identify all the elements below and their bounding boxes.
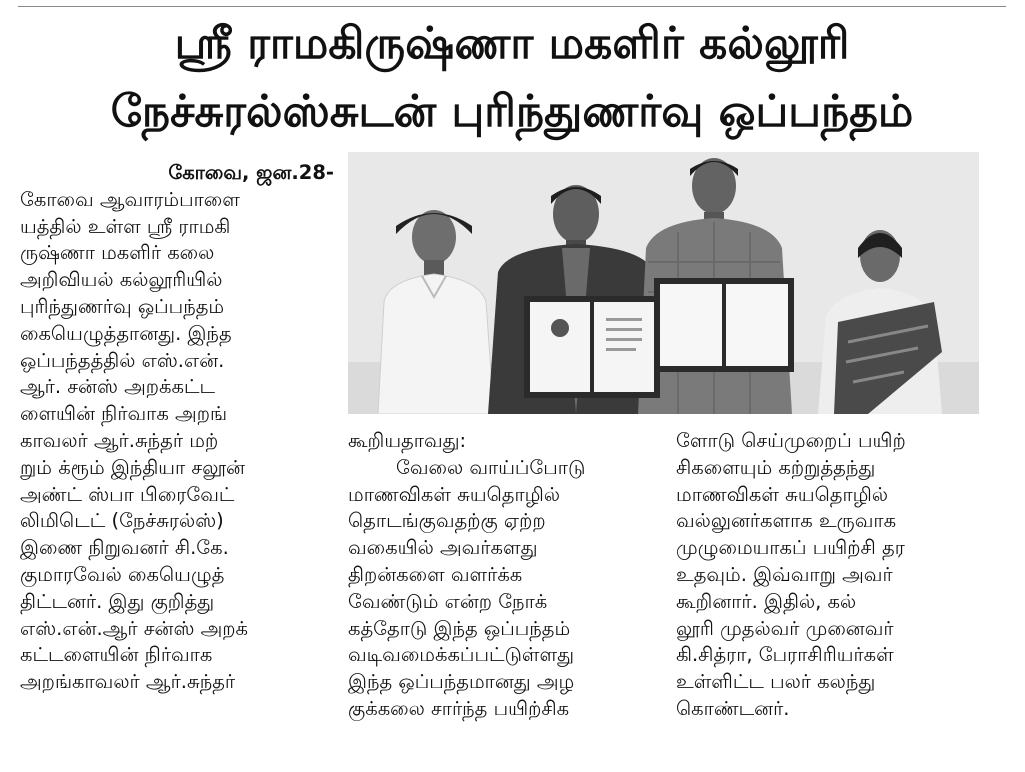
article-line: எஸ்.என்.ஆர் சன்ஸ் அறக் — [20, 616, 249, 640]
article-column-1 — [20, 160, 338, 696]
headline-line-1: ஸ்ரீ ராமகிருஷ்ணா மகளிர் கல்லூரி — [174, 18, 850, 69]
article-line: உள்ளிட்ட பலர் கலந்து — [676, 670, 876, 694]
dateline: கோவை, ஜன.28- — [168, 161, 334, 184]
article-line: புரிந்துணர்வு ஒப்பந்தம் — [20, 294, 225, 318]
article-line: தொடங்குவதற்கு ஏற்ற — [348, 509, 546, 533]
top-rule — [18, 6, 1006, 7]
article-line: அறங்காவலர் ஆர்.சுந்தர் — [20, 670, 236, 694]
article-line: யத்தில் உள்ள ஸ்ரீ ராமகி — [20, 214, 231, 238]
article-line: காவலர் ஆர்.சுந்தர் மற் — [20, 428, 219, 452]
agreement-folder-left — [524, 296, 660, 398]
article-line: திறன்களை வளர்க்க — [348, 562, 523, 586]
article-line: கையெழுத்தானது. இந்த — [20, 321, 232, 345]
article-line: கத்தோடு இந்த ஒப்பந்தம் — [348, 616, 571, 640]
photo-illustration — [348, 152, 979, 414]
article-line: இணை நிறுவனர் சி.கே. — [20, 536, 229, 560]
article-column-3 — [676, 428, 982, 723]
article-line: வேண்டும் என்ற நோக் — [348, 589, 548, 613]
article-line: குக்கலை சார்ந்த பயிற்சிக — [348, 696, 570, 720]
article-line: அண்ட் ஸ்பா பிரைவேட் — [20, 482, 235, 506]
article-line: அறிவியல் கல்லூரியில் — [20, 268, 223, 292]
article-line: வேலை வாய்ப்போடு — [396, 455, 586, 479]
headline-line-2: நேச்சுரல்ஸ்சுடன் புரிந்துணர்வு ஒப்பந்தம் — [110, 86, 914, 137]
article-line: வகையில் அவர்களது — [348, 536, 538, 560]
article-line: வல்லுனர்களாக உருவாக — [676, 509, 897, 533]
article-line: உதவும். இவ்வாறு அவர் — [676, 562, 893, 586]
article-line: மாணவிகள் சுயதொழில் — [348, 482, 561, 506]
article-line: திட்டனர். இது குறித்து — [20, 589, 215, 613]
article-line: ஒப்பந்தத்தில் எஸ்.என். — [20, 348, 225, 372]
article-line: கூறினார். இதில், கல் — [676, 589, 857, 613]
article-line: ஆர். சன்ஸ் அறக்கட்ட — [20, 375, 216, 399]
article-line: கொண்டனர். — [676, 696, 790, 720]
article-column-2 — [348, 428, 660, 723]
article-line: கூறியதாவது: — [348, 429, 467, 452]
article-line: சிகளையும் கற்றுத்தந்து — [676, 455, 876, 479]
article-line: கி.சித்ரா, பேராசிரியர்கள் — [676, 643, 894, 667]
article-line: மாணவிகள் சுயதொழில் — [676, 482, 889, 506]
article-line: ருஷ்ணா மகளிர் கலை — [20, 241, 215, 265]
article-line: முழுமையாகப் பயிற்சி தர — [676, 536, 905, 560]
news-photo — [348, 152, 979, 414]
article-line: வடிவமைக்கப்பட்டுள்ளது — [348, 643, 574, 667]
article-line: குமாரவேல் கையெழுத் — [20, 562, 225, 586]
agreement-folder-right — [654, 278, 794, 372]
article-line: ளையின் நிர்வாக அறங் — [20, 402, 228, 426]
article-line: லிமிடெட் (நேச்சுரல்ஸ்) — [20, 509, 224, 533]
article-line: இந்த ஒப்பந்தமானது அழ — [348, 670, 575, 694]
article-line: கோவை ஆவாரம்பாளை — [20, 187, 240, 211]
article-line: ளோடு செய்முறைப் பயிற் — [676, 429, 906, 452]
article-line: கட்டளையின் நிர்வாக — [20, 643, 213, 667]
article-line: லூரி முதல்வர் முனைவர் — [676, 616, 894, 640]
article-line: றும் க்ரூம் இந்தியா சலூன் — [20, 455, 245, 479]
